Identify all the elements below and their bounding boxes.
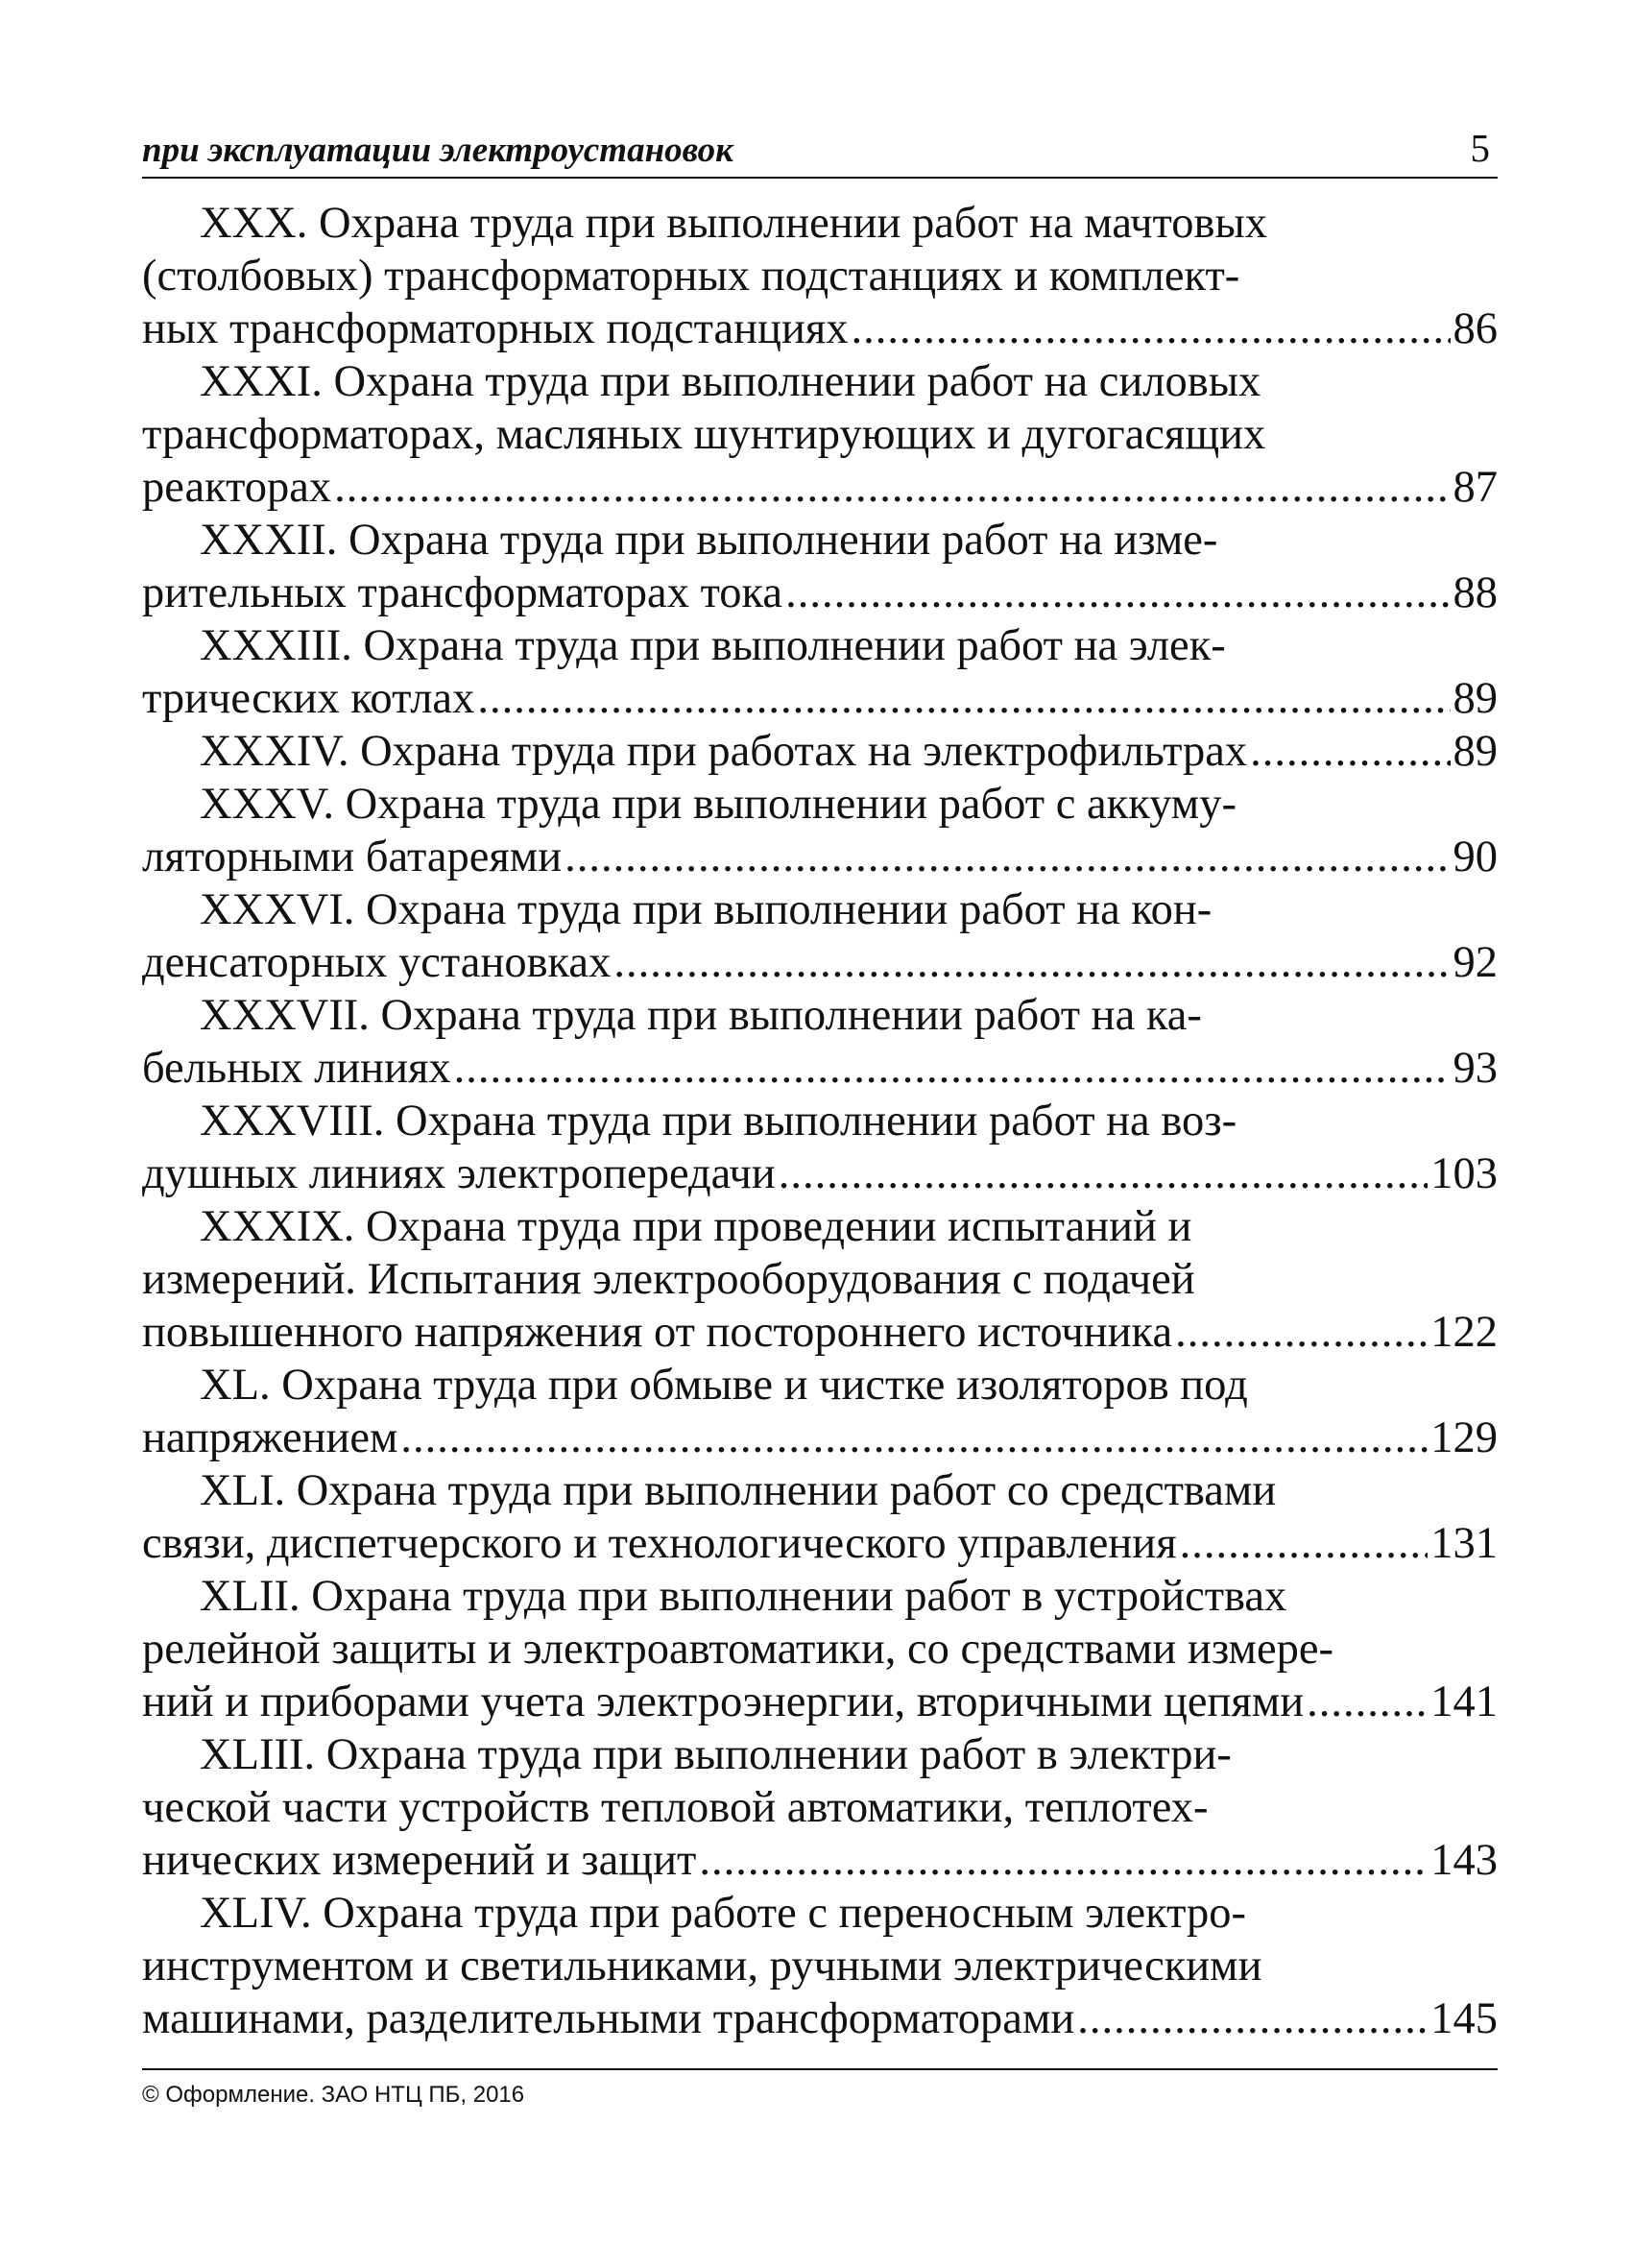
- toc-entry-text: ляторными батареями: [142, 832, 563, 881]
- dot-leader: [1180, 1517, 1429, 1570]
- toc-entry-text: XXXIV. Охрана труда при работах на электрофильтрах: [200, 727, 1248, 776]
- toc-entry-text: душных линиях электропередачи: [142, 1149, 776, 1198]
- toc-entry-line: [142, 672, 1498, 725]
- toc-entry-line: XLIV. Охрана труда при работе с переносным электро-: [200, 1889, 1246, 1938]
- toc-entry-page: 89: [1453, 727, 1498, 776]
- toc-entry-line: [142, 725, 1498, 778]
- toc-entry: [142, 989, 1498, 1095]
- toc-entry-line: трансформаторах, масляных шунтирующих и дугогасящих: [142, 410, 1266, 459]
- toc-entry: [142, 619, 1498, 725]
- toc-entry-text: машинами, разделительными трансформаторами: [142, 1994, 1075, 2043]
- toc-entry-line: [142, 1042, 1498, 1095]
- toc-entry-page: 131: [1430, 1519, 1498, 1568]
- toc-entry-line: XLI. Охрана труда при выполнении работ со средствами: [200, 1466, 1277, 1515]
- table-of-contents: [142, 197, 1498, 2045]
- toc-entry-line: XXX. Охрана труда при выполнении работ на мачтовых: [200, 199, 1267, 248]
- dot-leader: [785, 567, 1450, 619]
- copyright-text: © Оформление. ЗАО НТЦ ПБ, 2016: [142, 2082, 525, 2108]
- toc-entry-page: 90: [1453, 832, 1498, 881]
- toc-entry-line: [142, 831, 1498, 883]
- toc-entry-line: XXXVI. Охрана труда при выполнении работ на кон-: [200, 885, 1213, 934]
- toc-entry-page: 145: [1430, 1994, 1498, 2043]
- dot-leader: [454, 1042, 1451, 1095]
- toc-entry-line: инструментом и светильниками, ручными электрическими: [142, 1942, 1262, 1991]
- toc-entry: [142, 883, 1498, 989]
- toc-entry-page: 87: [1453, 463, 1498, 512]
- dot-leader: [564, 831, 1450, 883]
- toc-entry-text: ний и приборами учета электроэнергии, вторичными цепями: [142, 1677, 1305, 1726]
- dot-leader: [477, 672, 1450, 725]
- toc-entry-line: XXXI. Охрана труда при выполнении работ на силовых: [200, 357, 1261, 406]
- toc-entry: [142, 1095, 1498, 1200]
- toc-entry-line: XLII. Охрана труда при выполнении работ в устройствах: [200, 1572, 1287, 1621]
- page-number: 5: [1470, 126, 1490, 170]
- header-title: при эксплуатации электроустановок: [142, 131, 733, 170]
- toc-entry-text: реакторах: [142, 463, 332, 512]
- toc-entry-line: XXXIX. Охрана труда при проведении испытаний и: [200, 1202, 1192, 1251]
- toc-entry-text: денсаторных установках: [142, 938, 612, 987]
- dot-leader: [334, 461, 1450, 514]
- toc-entry: [142, 514, 1498, 619]
- toc-entry-line: XXXVII. Охрана труда при выполнении работ на ка-: [200, 991, 1202, 1040]
- toc-entry-line: [142, 567, 1498, 619]
- toc-entry: [142, 1887, 1498, 2045]
- toc-entry: [142, 1359, 1498, 1464]
- toc-entry-text: бельных линиях: [142, 1044, 451, 1093]
- toc-entry-page: 122: [1430, 1308, 1498, 1357]
- toc-entry-line: [142, 302, 1498, 355]
- toc-entry-text: повышенного напряжения от постороннего источника: [142, 1308, 1173, 1357]
- toc-entry-text: рительных трансформаторах тока: [142, 568, 783, 617]
- toc-entry-line: XXXV. Охрана труда при выполнении работ с аккуму-: [200, 780, 1237, 829]
- toc-entry-page: 103: [1430, 1149, 1498, 1198]
- toc-entry: [142, 1570, 1498, 1728]
- toc-entry-line: [142, 1834, 1498, 1887]
- toc-entry-line: [142, 936, 1498, 989]
- toc-entry-line: XLIII. Охрана труда при выполнении работ в электри-: [200, 1730, 1232, 1779]
- toc-entry-line: (столбовых) трансформаторных подстанциях и комплект-: [142, 252, 1240, 301]
- footer: [142, 2068, 1498, 2109]
- toc-entry-line: [142, 1306, 1498, 1359]
- dot-leader: [1077, 1992, 1428, 2045]
- toc-entry-page: 141: [1430, 1677, 1498, 1726]
- dot-leader: [1175, 1306, 1428, 1359]
- toc-entry: [142, 778, 1498, 883]
- toc-entry-page: 89: [1453, 674, 1498, 723]
- toc-entry-text: связи, диспетчерского и технологического управления: [142, 1519, 1177, 1568]
- dot-leader: [699, 1834, 1428, 1887]
- toc-entry-page: 93: [1453, 1044, 1498, 1093]
- dot-leader: [779, 1147, 1429, 1200]
- toc-entry-page: 88: [1453, 568, 1498, 617]
- toc-entry-line: XL. Охрана труда при обмыве и чистке изоляторов под: [200, 1361, 1248, 1410]
- toc-entry-page: 92: [1453, 938, 1498, 987]
- toc-entry-line: [142, 1676, 1498, 1728]
- toc-entry-text: ных трансформаторных подстанциях: [142, 304, 849, 353]
- toc-entry-line: [142, 1992, 1498, 2045]
- toc-entry: [142, 1728, 1498, 1887]
- toc-entry: [142, 355, 1498, 514]
- toc-entry-page: 129: [1430, 1413, 1498, 1462]
- dot-leader: [613, 936, 1450, 989]
- toc-entry-line: [142, 1411, 1498, 1464]
- dot-leader: [1307, 1676, 1428, 1728]
- toc-entry-line: [142, 1517, 1498, 1570]
- toc-entry: [142, 1464, 1498, 1570]
- toc-entry-text: нических измерений и защит: [142, 1836, 697, 1885]
- toc-entry-line: XXXVIII. Охрана труда при выполнении работ на воз-: [200, 1097, 1237, 1146]
- toc-entry-line: измерений. Испытания электрооборудования с подачей: [142, 1255, 1195, 1304]
- toc-entry: [142, 725, 1498, 778]
- toc-entry: [142, 1200, 1498, 1359]
- toc-entry-line: ческой части устройств тепловой автоматики, теплотех-: [142, 1783, 1209, 1832]
- toc-entry: [142, 197, 1498, 355]
- toc-entry-text: трических котлах: [142, 674, 475, 723]
- toc-entry-line: XXXII. Охрана труда при выполнении работ на изме-: [200, 516, 1218, 565]
- dot-leader: [851, 302, 1450, 355]
- dot-leader: [1250, 725, 1450, 778]
- toc-entry-line: XXXIII. Охрана труда при выполнении работ на элек-: [200, 621, 1226, 670]
- toc-entry-text: напряжением: [142, 1413, 398, 1462]
- dot-leader: [400, 1411, 1428, 1464]
- running-header: [142, 123, 1498, 179]
- toc-entry-line: [142, 1147, 1498, 1200]
- toc-entry-page: 86: [1453, 304, 1498, 353]
- toc-entry-line: [142, 461, 1498, 514]
- toc-entry-page: 143: [1430, 1836, 1498, 1885]
- toc-entry-line: релейной защиты и электроавтоматики, со средствами измере-: [142, 1625, 1333, 1674]
